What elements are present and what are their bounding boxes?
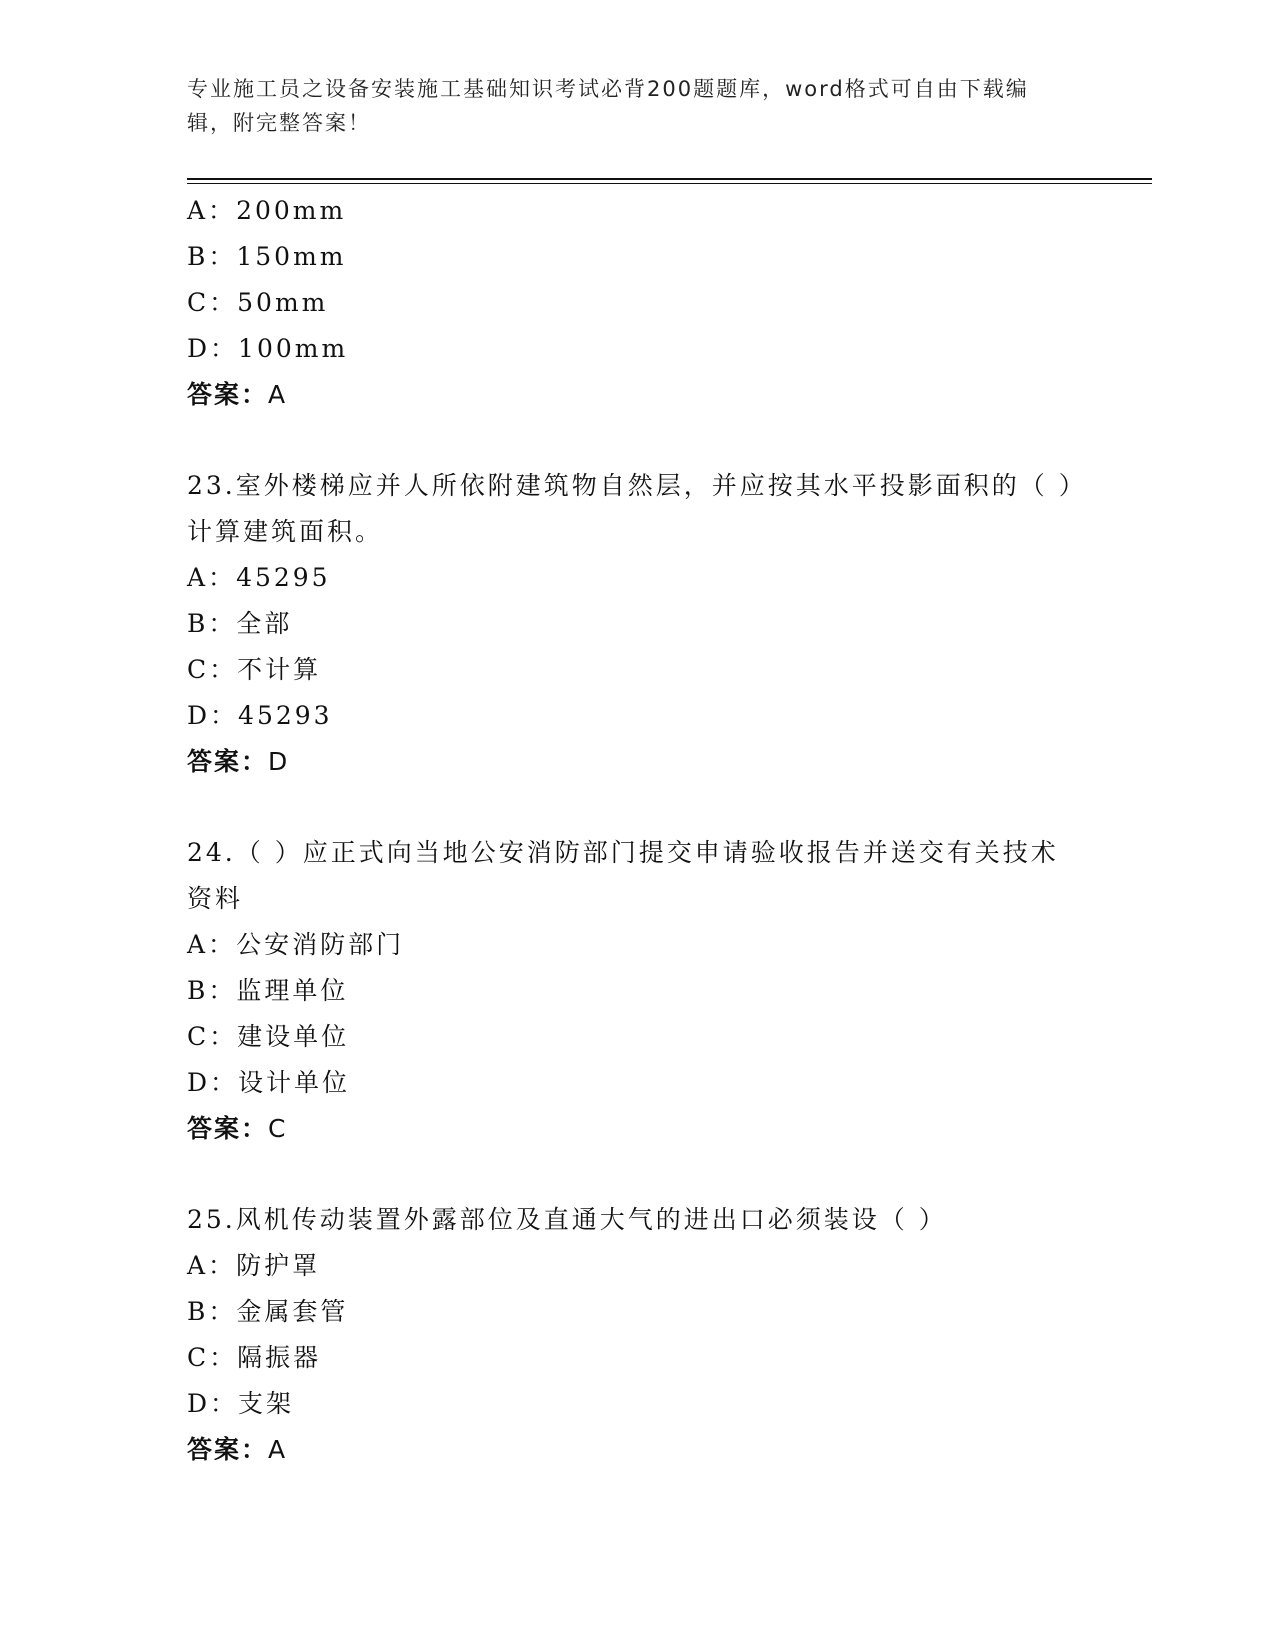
answer-value: D [268, 747, 290, 776]
option-c [187, 280, 1087, 326]
option-label: B： [187, 976, 237, 1005]
option-a [187, 555, 1087, 601]
answer-value: C [268, 1114, 288, 1143]
option-text: 公安消防部门 [236, 930, 405, 959]
answer-value: A [268, 1435, 288, 1464]
option-d [187, 326, 1087, 372]
option-c [187, 1335, 1087, 1381]
option-d [187, 1060, 1087, 1106]
option-label: A： [187, 1251, 237, 1280]
option-text: 隔振器 [237, 1343, 322, 1372]
answer-line [187, 739, 1087, 785]
answer-line [187, 1106, 1087, 1152]
question-24 [187, 830, 1087, 1152]
question-stem: 24.（ ）应正式向当地公安消防部门提交申请验收报告并送交有关技术资料 [187, 838, 1059, 913]
option-text: 建设单位 [237, 1022, 350, 1051]
option-label: D： [187, 334, 239, 363]
option-b [187, 601, 1087, 647]
question-list [187, 188, 1087, 1473]
option-text: 设计单位 [238, 1068, 351, 1097]
option-c [187, 647, 1087, 693]
question-22-continued [187, 188, 1087, 418]
option-label: C： [187, 1343, 238, 1372]
option-label: C： [187, 655, 238, 684]
option-b [187, 1289, 1087, 1335]
answer-line [187, 372, 1087, 418]
option-label: A： [187, 930, 237, 959]
option-text: 全部 [236, 609, 293, 638]
answer-value: A [268, 380, 288, 409]
option-d [187, 693, 1087, 739]
option-a [187, 188, 1087, 234]
option-text: 监理单位 [236, 976, 349, 1005]
document-header [187, 72, 1067, 140]
option-c [187, 1014, 1087, 1060]
answer-line [187, 1427, 1087, 1473]
option-b [187, 234, 1087, 280]
option-d [187, 1381, 1087, 1427]
question-23 [187, 463, 1087, 785]
header-rule-thin [187, 183, 1152, 184]
option-text: 50mm [237, 288, 329, 317]
option-text: 150mm [236, 242, 347, 271]
option-text: 支架 [238, 1389, 295, 1418]
option-label: C： [187, 1022, 238, 1051]
option-b [187, 968, 1087, 1014]
option-label: B： [187, 242, 237, 271]
header-rule-thick [187, 178, 1152, 180]
option-label: D： [187, 701, 239, 730]
option-text: 金属套管 [236, 1297, 349, 1326]
option-label: B： [187, 1297, 237, 1326]
option-label: D： [187, 1068, 239, 1097]
answer-label: 答案： [187, 1435, 269, 1464]
option-text: 防护罩 [236, 1251, 321, 1280]
option-label: B： [187, 609, 237, 638]
option-a [187, 922, 1087, 968]
option-text: 100mm [238, 334, 349, 363]
answer-label: 答案： [187, 747, 269, 776]
header-title: 专业施工员之设备安装施工基础知识考试必背200题题库，word格式可自由下载编辑，附完整答案！ [187, 77, 1029, 135]
option-label: C： [187, 288, 238, 317]
question-25 [187, 1197, 1087, 1473]
option-text: 不计算 [237, 655, 322, 684]
option-text: 200mm [236, 196, 347, 225]
answer-label: 答案： [187, 380, 269, 409]
option-label: D： [187, 1389, 239, 1418]
option-text: 45293 [238, 701, 333, 730]
option-label: A： [187, 196, 237, 225]
answer-label: 答案： [187, 1114, 269, 1143]
option-label: A： [187, 563, 237, 592]
question-stem: 25.风机传动装置外露部位及直通大气的进出口必须装设（ ） [187, 1205, 947, 1234]
option-a [187, 1243, 1087, 1289]
question-stem: 23.室外楼梯应并人所依附建筑物自然层，并应按其水平投影面积的（ ）计算建筑面积。 [187, 471, 1075, 546]
option-text: 45295 [236, 563, 331, 592]
